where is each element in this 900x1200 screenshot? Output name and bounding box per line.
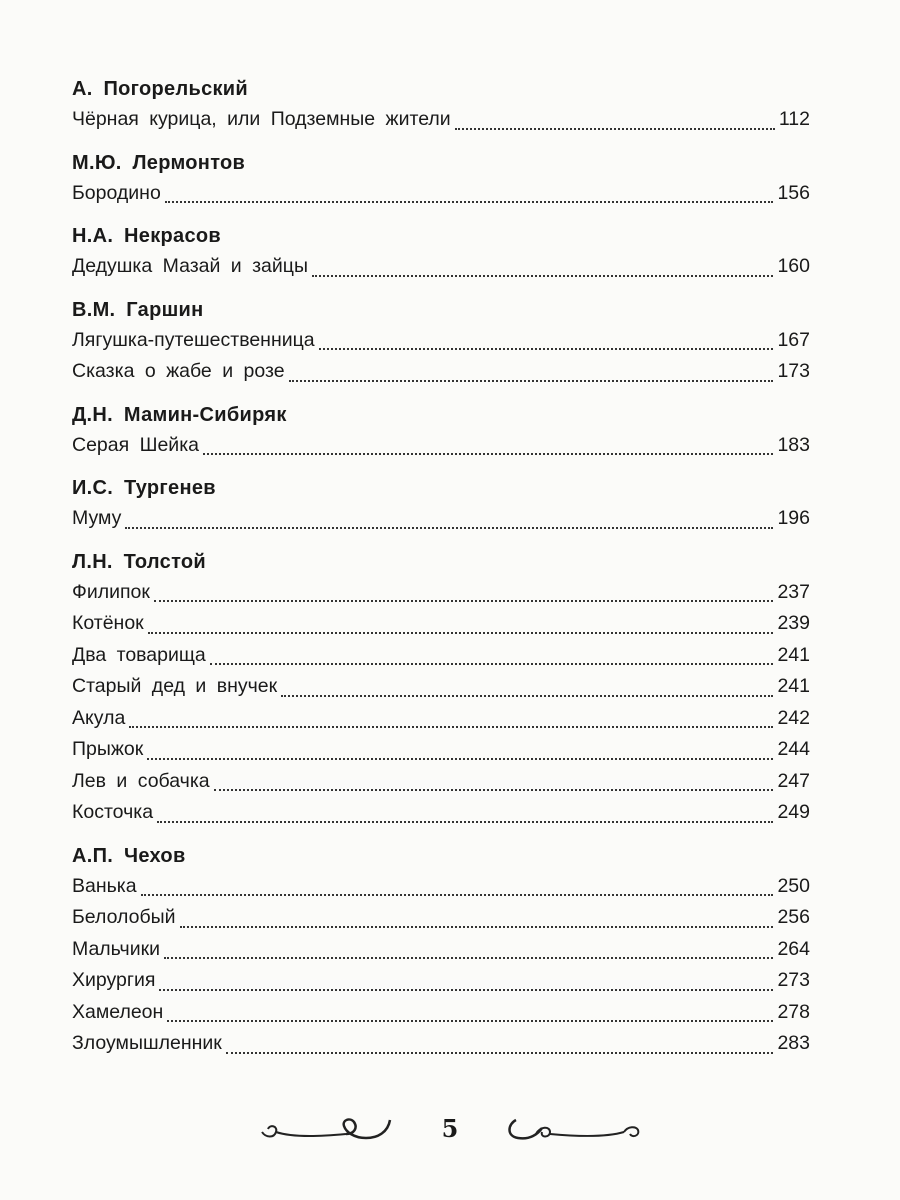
flourish-right-icon bbox=[496, 1108, 646, 1148]
dot-leader bbox=[165, 201, 774, 203]
toc-entry[interactable] bbox=[72, 797, 810, 829]
toc-entry[interactable] bbox=[72, 503, 810, 535]
table-of-contents bbox=[72, 74, 810, 1060]
entry-title: Косточка bbox=[72, 801, 154, 823]
entry-title: Два товарища bbox=[72, 643, 206, 666]
toc-entry[interactable] bbox=[72, 965, 810, 997]
author-heading: А.П. Чехов bbox=[72, 844, 186, 867]
entry-page: 196 bbox=[777, 507, 810, 529]
dot-leader bbox=[226, 1052, 774, 1054]
toc-section bbox=[72, 473, 810, 535]
dot-leader bbox=[214, 789, 774, 791]
dot-leader bbox=[159, 989, 773, 991]
entry-title: Ванька bbox=[72, 874, 137, 897]
author-heading: Н.А. Некрасов bbox=[72, 225, 222, 247]
entry-page: 264 bbox=[777, 937, 810, 960]
toc-entry[interactable] bbox=[72, 104, 810, 136]
entry-page: 112 bbox=[778, 108, 810, 130]
toc-entry[interactable] bbox=[72, 871, 810, 903]
page-footer bbox=[0, 1108, 900, 1148]
entry-page: 167 bbox=[777, 328, 810, 351]
dot-leader bbox=[147, 758, 773, 760]
entry-title: Чёрная курица, или Подземные жители bbox=[72, 108, 451, 130]
entry-title: Муму bbox=[72, 507, 122, 529]
toc-entry[interactable] bbox=[72, 251, 810, 283]
toc-entry[interactable] bbox=[72, 1028, 810, 1060]
dot-leader bbox=[125, 527, 773, 529]
entry-title: Хамелеон bbox=[72, 1000, 164, 1023]
dot-leader bbox=[319, 348, 774, 350]
author-heading: Л.Н. Толстой bbox=[72, 550, 207, 573]
entry-page: 173 bbox=[777, 360, 810, 382]
entry-title: Старый дед и внучек bbox=[72, 675, 278, 697]
author-heading: М.Ю. Лермонтов bbox=[72, 151, 246, 174]
entry-page: 242 bbox=[777, 706, 810, 729]
dot-leader bbox=[148, 632, 774, 634]
dot-leader bbox=[157, 821, 773, 823]
entry-page: 160 bbox=[777, 255, 810, 277]
flourish-left-icon bbox=[254, 1108, 404, 1148]
entry-page: 283 bbox=[777, 1032, 810, 1054]
entry-title: Прыжок bbox=[72, 738, 144, 760]
entry-page: 244 bbox=[777, 738, 810, 760]
toc-section bbox=[72, 148, 810, 210]
toc-entry[interactable] bbox=[72, 356, 810, 388]
toc-section bbox=[72, 400, 810, 462]
dot-leader bbox=[289, 380, 774, 382]
toc-section bbox=[72, 841, 810, 1060]
toc-section bbox=[72, 295, 810, 388]
dot-leader bbox=[164, 957, 773, 959]
toc-entry[interactable] bbox=[72, 178, 810, 210]
entry-title: Сказка о жабе и розе bbox=[72, 360, 285, 382]
dot-leader bbox=[154, 600, 774, 602]
entry-title: Бородино bbox=[72, 181, 161, 204]
entry-page: 237 bbox=[777, 580, 810, 603]
entry-page: 239 bbox=[777, 612, 810, 634]
page-number: 5 bbox=[441, 1113, 459, 1143]
toc-entry[interactable] bbox=[72, 997, 810, 1029]
toc-entry[interactable] bbox=[72, 934, 810, 966]
toc-entry[interactable] bbox=[72, 608, 810, 640]
toc-entry[interactable] bbox=[72, 671, 810, 703]
entry-title: Дедушка Мазай и зайцы bbox=[72, 255, 308, 277]
toc-entry[interactable] bbox=[72, 703, 810, 735]
dot-leader bbox=[180, 926, 774, 928]
dot-leader bbox=[281, 695, 773, 697]
toc-section bbox=[72, 221, 810, 283]
entry-title: Лягушка-путешественница bbox=[72, 328, 315, 351]
toc-section bbox=[72, 74, 810, 136]
dot-leader bbox=[455, 128, 775, 130]
entry-title: Филипок bbox=[72, 580, 150, 603]
author-heading: В.М. Гаршин bbox=[72, 298, 204, 321]
entry-title: Акула bbox=[72, 706, 126, 729]
author-heading: Д.Н. Мамин-Сибиряк bbox=[72, 403, 287, 426]
toc-section bbox=[72, 547, 810, 829]
toc-entry[interactable] bbox=[72, 902, 810, 934]
author-heading: А. Погорельский bbox=[72, 78, 248, 100]
dot-leader bbox=[129, 726, 773, 728]
entry-page: 273 bbox=[777, 969, 810, 991]
entry-title: Хирургия bbox=[72, 969, 156, 991]
toc-entry[interactable] bbox=[72, 577, 810, 609]
dot-leader bbox=[141, 894, 774, 896]
author-heading: И.С. Тургенев bbox=[72, 477, 216, 499]
entry-page: 256 bbox=[777, 906, 810, 928]
dot-leader bbox=[167, 1020, 773, 1022]
toc-entry[interactable] bbox=[72, 640, 810, 672]
entry-page: 247 bbox=[777, 769, 810, 792]
entry-title: Белолобый bbox=[72, 906, 176, 928]
toc-entry[interactable] bbox=[72, 325, 810, 357]
entry-page: 250 bbox=[777, 874, 810, 897]
toc-entry[interactable] bbox=[72, 734, 810, 766]
dot-leader bbox=[203, 453, 773, 455]
entry-title: Серая Шейка bbox=[72, 433, 200, 456]
toc-entry[interactable] bbox=[72, 430, 810, 462]
entry-title: Котёнок bbox=[72, 612, 144, 634]
entry-page: 183 bbox=[777, 433, 810, 456]
entry-title: Лев и собачка bbox=[72, 769, 210, 792]
entry-page: 249 bbox=[777, 801, 810, 823]
entry-page: 241 bbox=[777, 643, 810, 666]
entry-page: 241 bbox=[777, 675, 810, 697]
entry-page: 278 bbox=[777, 1000, 810, 1023]
dot-leader bbox=[312, 275, 773, 277]
toc-entry[interactable] bbox=[72, 766, 810, 798]
entry-title: Злоумышленник bbox=[72, 1032, 222, 1054]
entry-page: 156 bbox=[777, 181, 810, 204]
dot-leader bbox=[210, 663, 774, 665]
entry-title: Мальчики bbox=[72, 937, 161, 960]
